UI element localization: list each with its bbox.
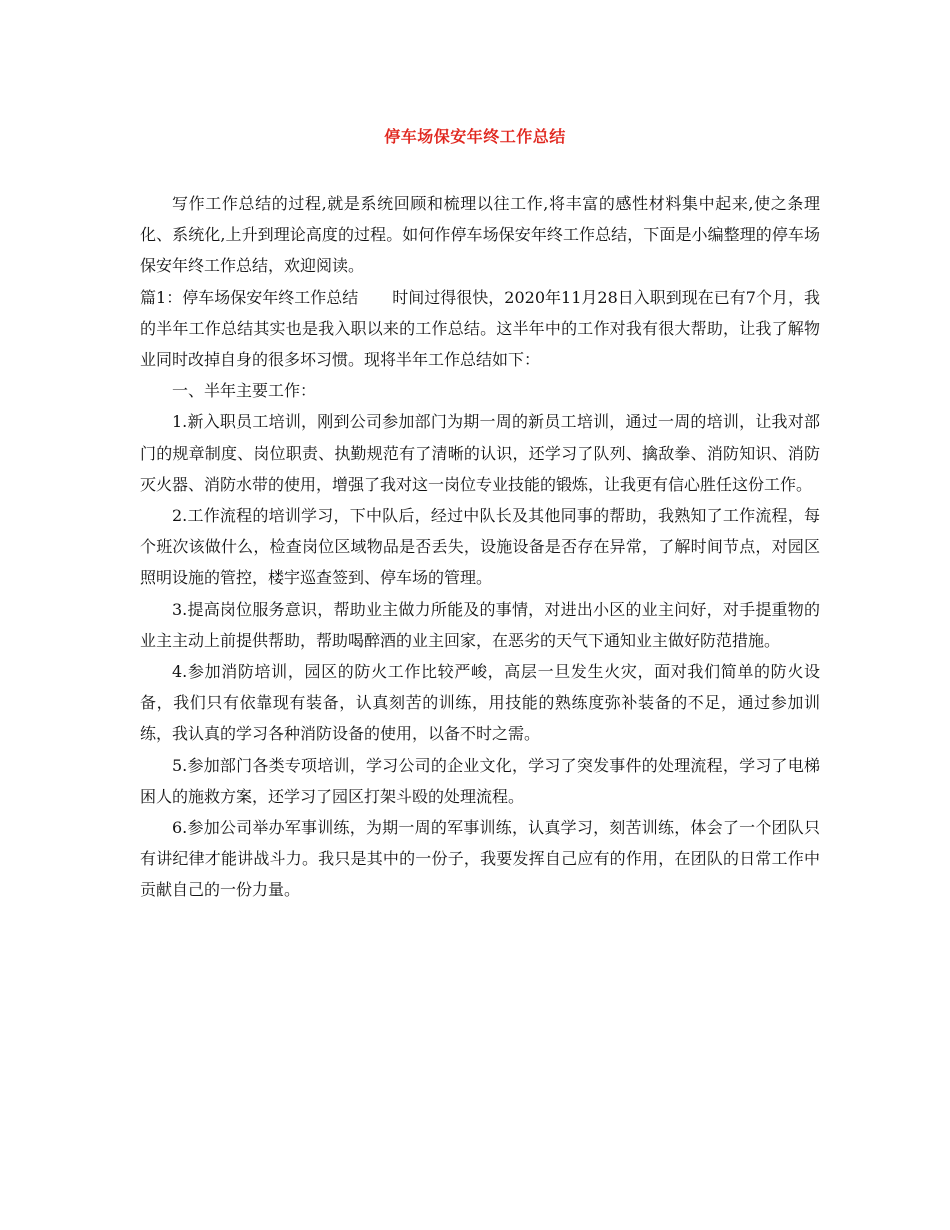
intro-paragraph: 写作工作总结的过程,就是系统回顾和梳理以往工作,将丰富的感性材料集中起来,使之条理化、系统化,上升到理论高度的过程。如何作停车场保安年终工作总结，下面是小编整理的停车场保安年终工作总结，欢迎阅读。 — [140, 194, 820, 276]
article-paragraph — [140, 282, 820, 376]
document-body — [140, 188, 820, 906]
section-heading: 一、半年主要工作： — [172, 381, 317, 401]
list-item-1: 1.新入职员工培训，刚到公司参加部门为期一周的新员工培训，通过一周的培训，让我对部门的规章制度、岗位职责、执勤规范有了清晰的认识，还学习了队列、擒敌拳、消防知识、消防灭火器、消防水带的使用，增强了我对这一岗位专业技能的锻炼，让我更有信心胜任这份工作。 — [140, 412, 820, 494]
list-item-4: 4.参加消防培训，园区的防火工作比较严峻，高层一旦发生火灾，面对我们简单的防火设备，我们只有依靠现有装备，认真刻苦的训练，用技能的熟练度弥补装备的不足，通过参加训练，我认真的学习各种消防设备的使用，以备不时之需。 — [140, 662, 820, 744]
document-title: 停车场保安年终工作总结 — [384, 127, 566, 146]
article-lead: 时间过得很快，2020年11月28日入职到现在已有7个月，我的半年工作总结其实也是我入职以来的工作总结。这半年中的工作对我有很大帮助，让我了解物业同时改掉自身的很多坏习惯。现将半年工作总结如下： — [140, 287, 820, 370]
list-item-6: 6.参加公司举办军事训练，为期一周的军事训练，认真学习，刻苦训练，体会了一个团队只有讲纪律才能讲战斗力。我只是其中的一份子，我要发挥自己应有的作用，在团队的日常工作中贡献自己的一份力量。 — [140, 818, 820, 900]
article-label: 篇1：停车场保安年终工作总结 — [140, 287, 359, 307]
list-item-2: 2.工作流程的培训学习，下中队后，经过中队长及其他同事的帮助，我熟知了工作流程，每个班次该做什么，检查岗位区域物品是否丢失，设施设备是否存在异常，了解时间节点，对园区照明设施的管控，楼宇巡查签到、停车场的管理。 — [140, 506, 820, 588]
list-item-3: 3.提高岗位服务意识，帮助业主做力所能及的事情，对进出小区的业主问好，对手提重物的业主主动上前提供帮助，帮助喝醉酒的业主回家，在恶劣的天气下通知业主做好防范措施。 — [140, 599, 820, 650]
list-item-5: 5.参加部门各类专项培训，学习公司的企业文化，学习了突发事件的处理流程，学习了电梯困人的施救方案，还学习了园区打架斗殴的处理流程。 — [140, 755, 820, 806]
